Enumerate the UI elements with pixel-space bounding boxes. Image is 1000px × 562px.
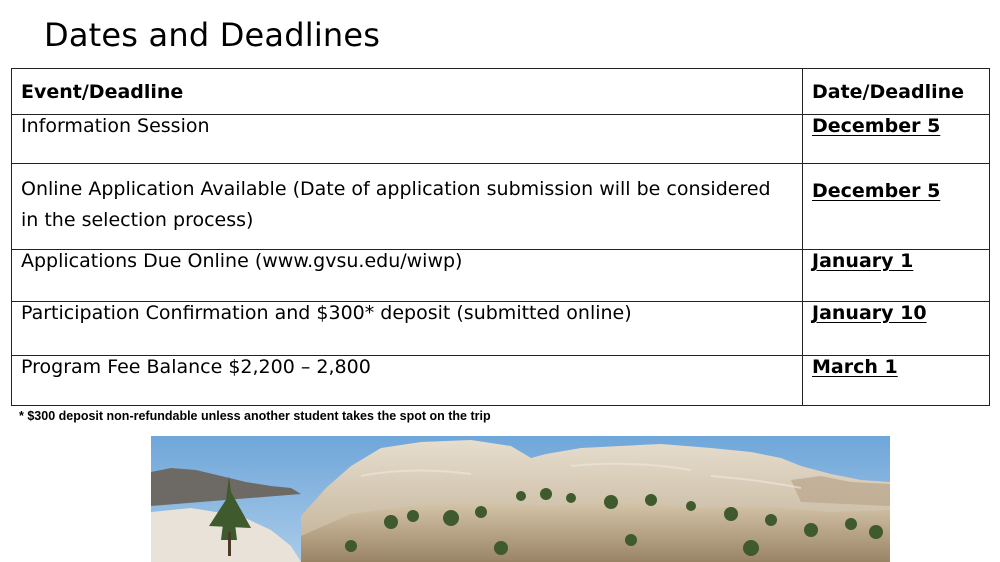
header-event: Event/Deadline: [12, 69, 803, 115]
event-cell: Information Session: [12, 115, 803, 164]
table-row: [12, 302, 990, 356]
event-cell: Applications Due Online (www.gvsu.edu/wiwp): [12, 250, 803, 302]
date-link[interactable]: January 1: [812, 250, 914, 272]
header-date: Date/Deadline: [803, 69, 990, 115]
table-row: [12, 250, 990, 302]
date-link[interactable]: December 5: [812, 180, 941, 202]
slide-title: Dates and Deadlines: [44, 16, 381, 54]
event-cell: Program Fee Balance $2,200 – 2,800: [12, 356, 803, 406]
date-link[interactable]: March 1: [812, 356, 898, 378]
date-cell: [803, 115, 990, 164]
date-cell: [803, 356, 990, 406]
table-row: [12, 115, 990, 164]
deposit-footnote: * $300 deposit non-refundable unless another student takes the spot on the trip: [19, 409, 491, 423]
table-row: [12, 164, 990, 250]
canyon-landscape-photo: [151, 436, 890, 562]
deadlines-table: [11, 68, 990, 406]
date-link[interactable]: January 10: [812, 302, 927, 324]
table-header-row: [12, 69, 990, 115]
date-cell: [803, 302, 990, 356]
date-cell: [803, 164, 990, 250]
date-link[interactable]: December 5: [812, 115, 941, 137]
table-row: [12, 356, 990, 406]
event-cell: Participation Confirmation and $300* deposit (submitted online): [12, 302, 803, 356]
event-cell: Online Application Available (Date of application submission will be considered in the selection process): [12, 164, 803, 250]
date-cell: [803, 250, 990, 302]
